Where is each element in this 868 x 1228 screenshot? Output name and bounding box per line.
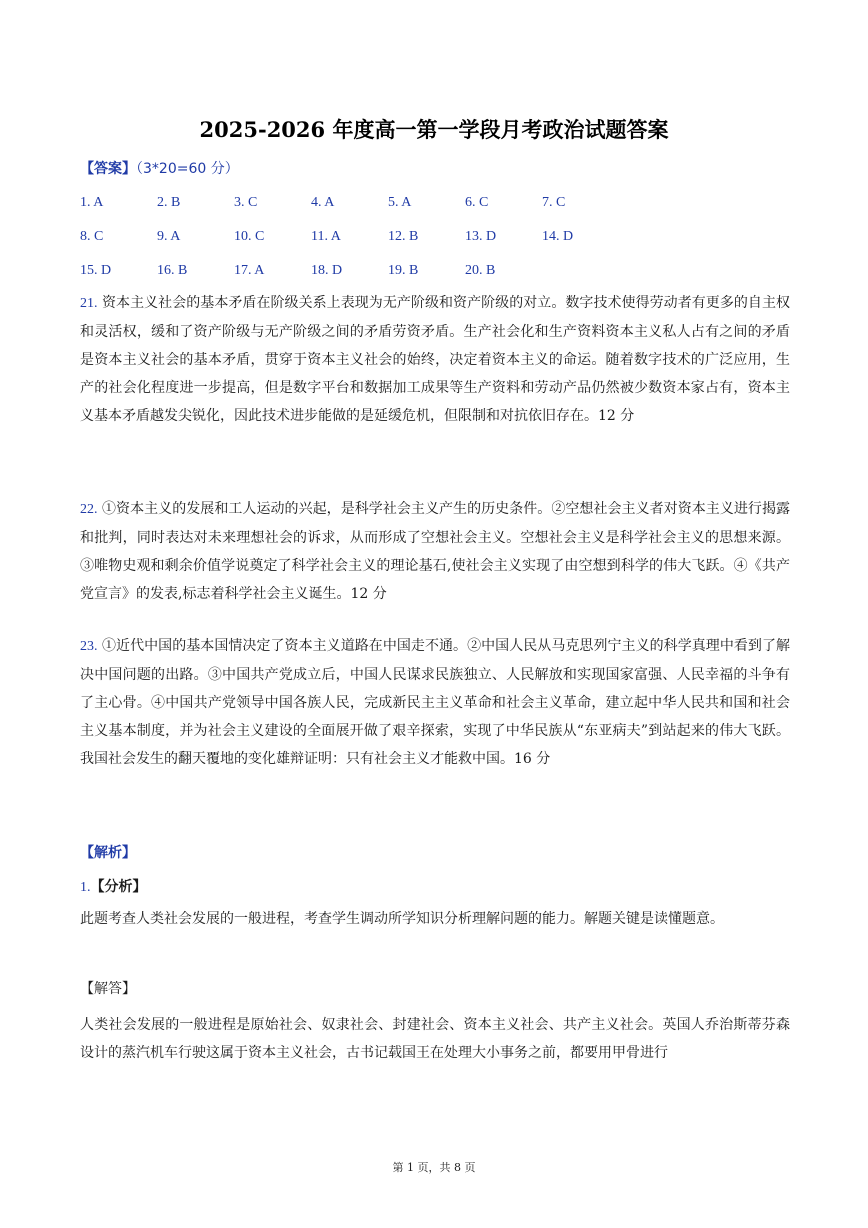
answer-22 (80, 495, 790, 608)
question-number: 22. (80, 502, 98, 517)
choice-answer: 15. D (80, 263, 112, 278)
choice-answer: 18. D (311, 263, 343, 278)
choice-answer: 4. A (311, 195, 335, 210)
choice-answer: 6. C (465, 195, 489, 210)
choice-answer: 16. B (157, 263, 188, 278)
solution-text: 人类社会发展的一般进程是原始社会、奴隶社会、封建社会、资本主义社会、共产主义社会。英国人乔治斯蒂芬森设计的蒸汽机车行驶这属于资本主义社会，古书记载国王在处理大小事务之前，都要用甲骨进行 (80, 1017, 790, 1061)
answer-text: ①资本主义的发展和工人运动的兴起，是科学社会主义产生的历史条件。②空想社会主义者对资本主义进行揭露和批判，同时表达对未来理想社会的诉求，从而形成了空想社会主义。空想社会主义是科学社会主义的思想来源。③唯物史观和剩余价值学说奠定了科学社会主义的理论基石,使社会主义实现了由空想到科学的伟大飞跃。④《共产党宣言》的发表,标志着科学社会主义诞生。12 分 (80, 501, 790, 602)
page-title: 2025-2026 年度高一第一学段月考政治试题答案 (199, 117, 669, 142)
choice-answer: 7. C (542, 195, 566, 210)
analysis-label: 【分析】 (90, 879, 147, 895)
question-number: 1. (80, 880, 91, 895)
answer-text: ①近代中国的基本国情决定了资本主义道路在中国走不通。②中国人民从马克思列宁主义的科学真理中看到了解决中国问题的出路。③中国共产党成立后，中国人民谋求民族独立、人民解放和实现国家富强、人民幸福的斗争有了主心骨。④中国共产党领导中国各族人民，完成新民主主义革命和社会主义革命，建立起中华人民共和国和社会主义基本制度，并为社会主义建设的全面展开做了艰辛探索，实现了中华民族从“东亚病夫”到站起来的伟大飞跃。我国社会发生的翻天覆地的变化雄辩证明：只有社会主义才能救中国。16 分 (80, 638, 790, 767)
analysis-item-1-heading (80, 876, 147, 896)
answer-label: 【答案】 (80, 161, 136, 177)
answer-21 (80, 289, 790, 430)
choice-answer: 12. B (388, 229, 419, 244)
choice-answer-grid (80, 192, 619, 294)
choice-answer: 19. B (388, 263, 419, 278)
analysis-heading: 【解析】 (80, 845, 136, 861)
question-number: 23. (80, 639, 98, 654)
choice-answer: 3. C (234, 195, 258, 210)
choice-answer: 5. A (388, 195, 412, 210)
choice-answer: 13. D (465, 229, 497, 244)
question-number: 21. (80, 296, 98, 311)
choice-answer: 8. C (80, 229, 104, 244)
solution-label: 【解答】 (80, 981, 136, 997)
choice-answer: 20. B (465, 263, 496, 278)
page-footer: 第 1 页，共 8 页 (392, 1161, 476, 1174)
choice-answer: 14. D (542, 229, 574, 244)
answer-text: 资本主义社会的基本矛盾在阶级关系上表现为无产阶级和资产阶级的对立。数字技术使得劳动者有更多的自主权和灵活权，缓和了资产阶级与无产阶级之间的矛盾劳资矛盾。生产社会化和生产资料资本主义私人占有之间的矛盾是资本主义社会的基本矛盾，贯穿于资本主义社会的始终，决定着资本主义的命运。随着数字技术的广泛应用，生产的社会化程度进一步提高，但是数字平台和数据加工成果等生产资料和劳动产品仍然被少数资本家占有，资本主义基本矛盾越发尖锐化，因此技术进步能做的是延缓危机，但限制和对抗依旧存在。12 分 (80, 295, 790, 424)
choice-answer: 1. A (80, 195, 104, 210)
answer-section-heading (80, 158, 239, 178)
analysis-text: 此题考查人类社会发展的一般进程，考查学生调动所学知识分析理解问题的能力。解题关键是读懂题意。 (80, 911, 724, 927)
choice-answer: 10. C (234, 229, 265, 244)
choice-answer: 11. A (311, 229, 341, 244)
answer-23 (80, 632, 790, 773)
choice-row (80, 192, 619, 226)
answer-points: （3*20=60 分） (136, 161, 239, 177)
choice-answer: 9. A (157, 229, 181, 244)
choice-row (80, 226, 619, 260)
choice-answer: 17. A (234, 263, 265, 278)
choice-answer: 2. B (157, 195, 181, 210)
